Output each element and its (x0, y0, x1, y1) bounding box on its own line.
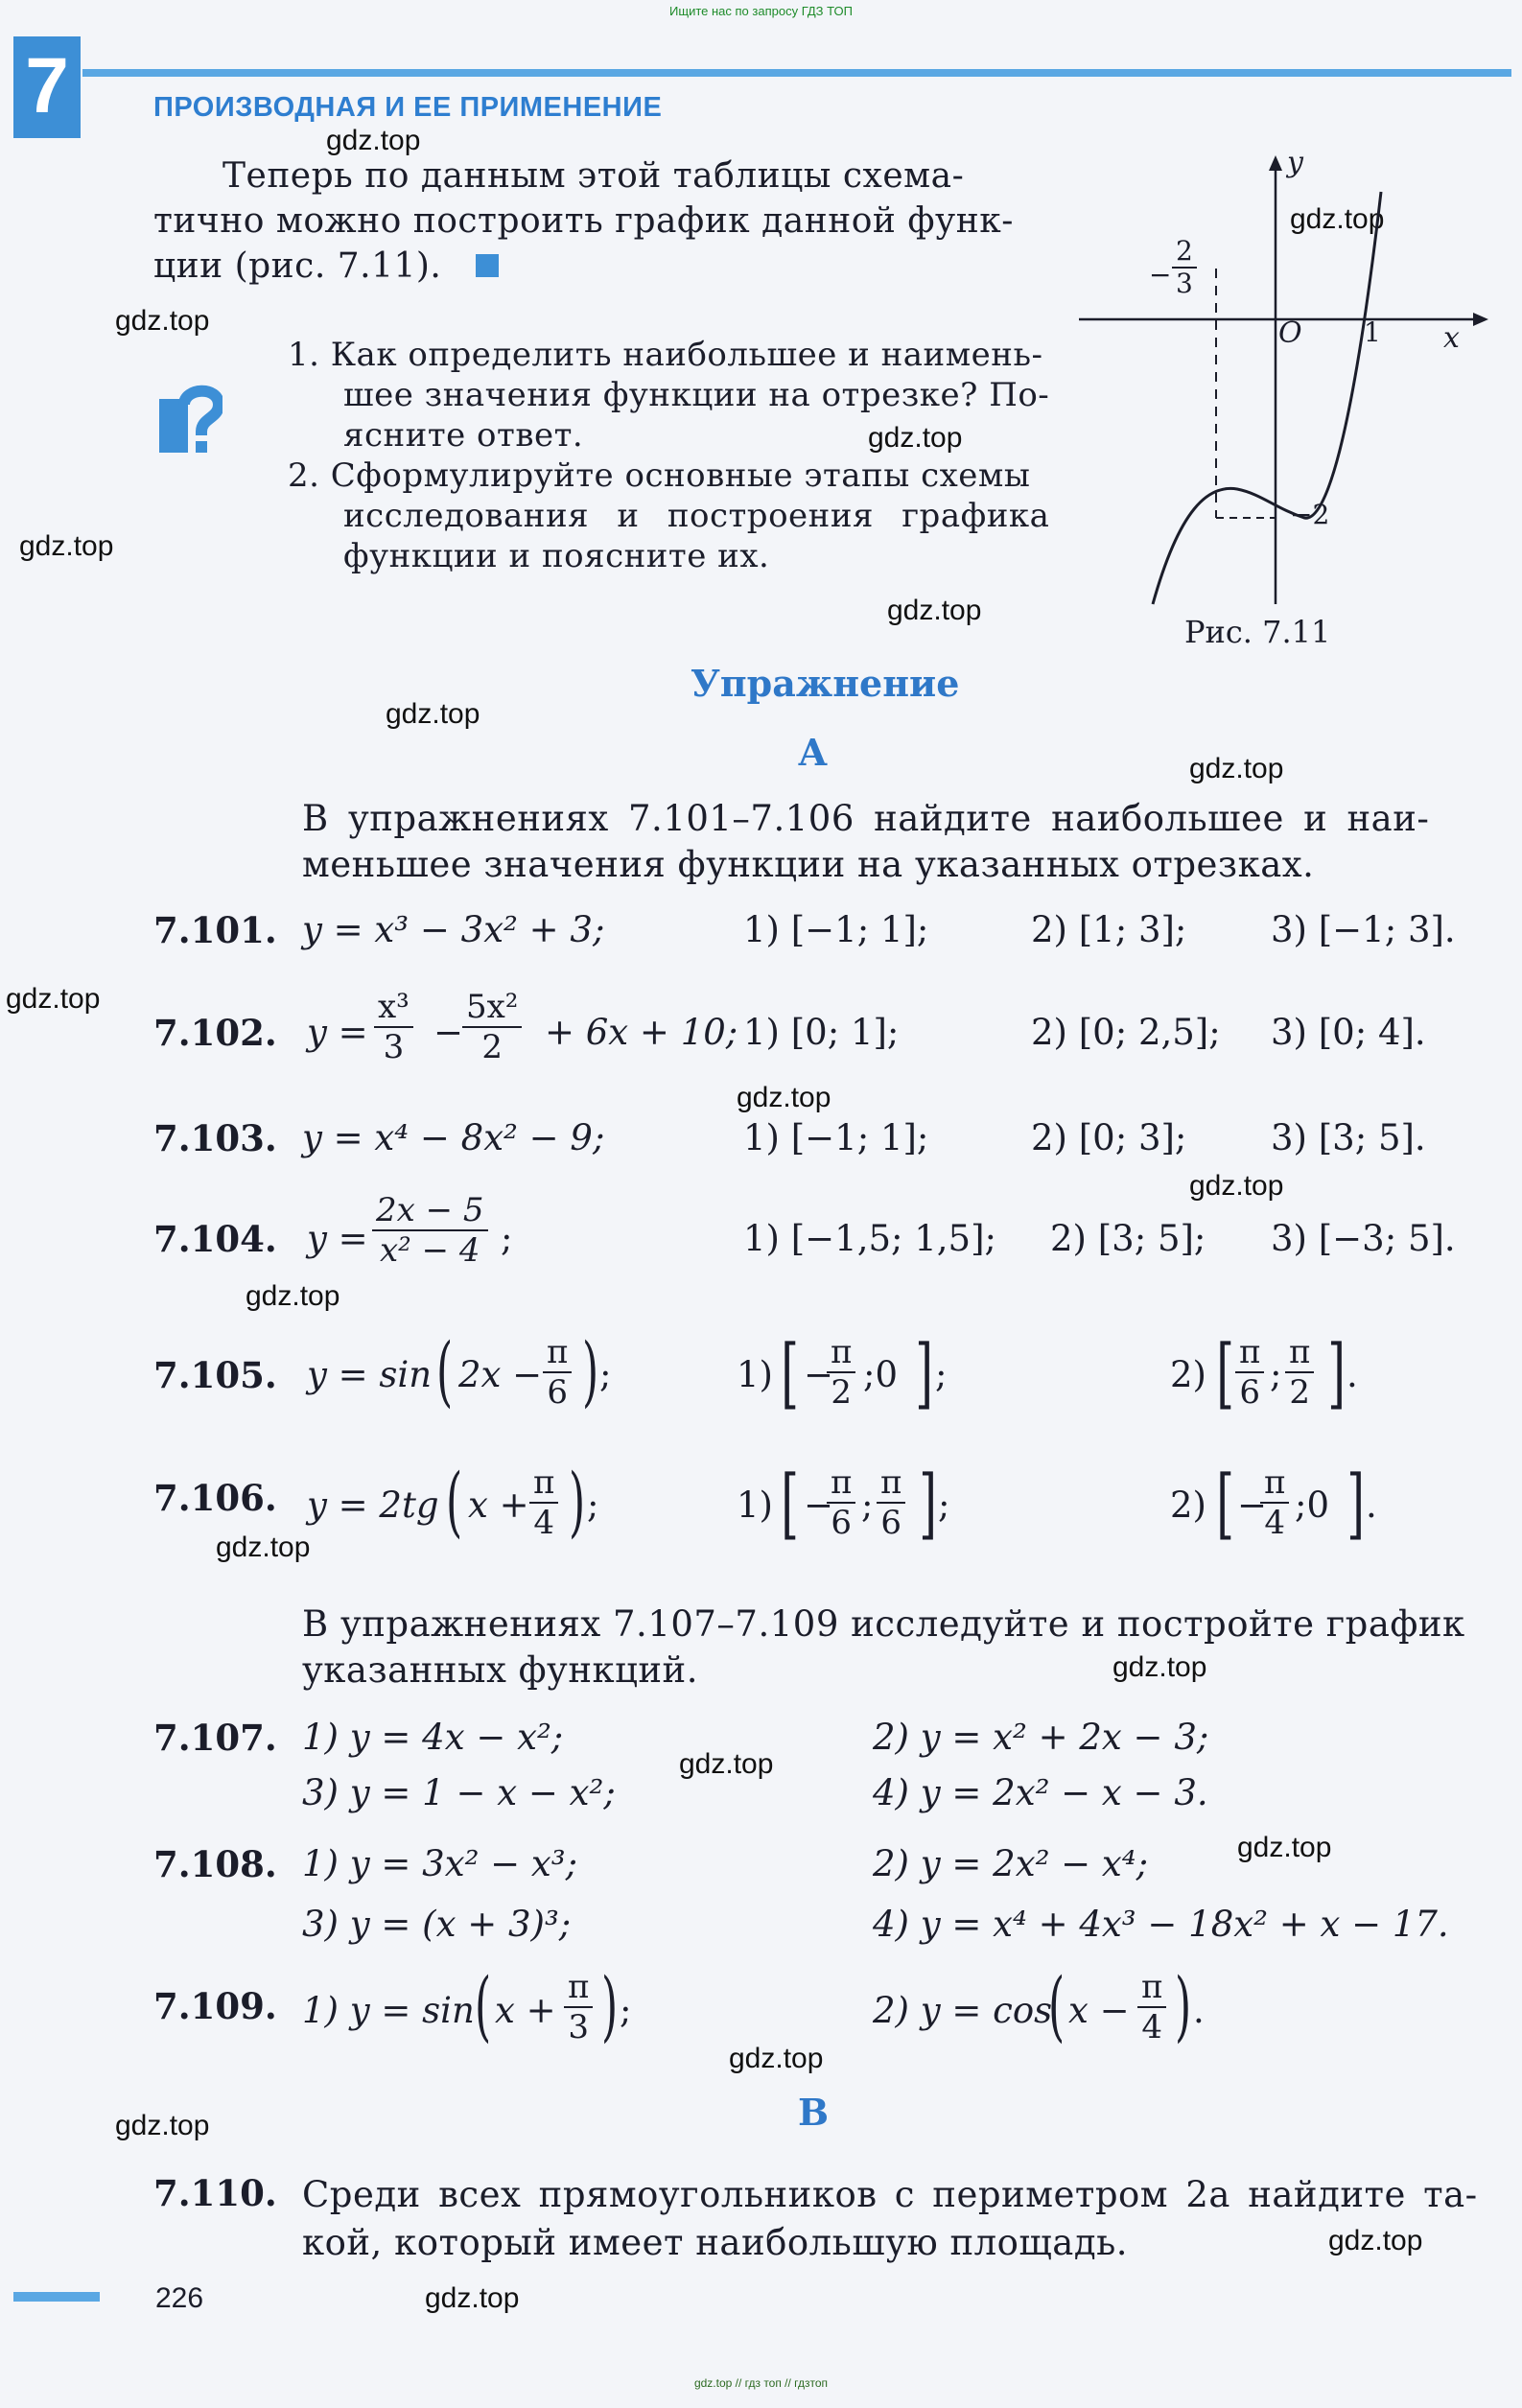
bracket-open: [ (1216, 1328, 1234, 1417)
minus-sign: − (1237, 1485, 1268, 1526)
intro-line: ции (рис. 7.11). (153, 246, 442, 286)
semicolon: ; (620, 1990, 632, 2031)
semicolon: ; (938, 1485, 950, 1526)
interval-label: 2) (1170, 1485, 1206, 1526)
interval: 1) [0; 1]; (743, 1012, 900, 1053)
watermark: gdz.top (729, 2043, 824, 2074)
watermark: gdz.top (115, 305, 210, 337)
question-line: шее значения функции на отрезке? По- (343, 376, 1050, 414)
interval-end: ;0 (1295, 1485, 1330, 1526)
watermark: gdz.top (386, 698, 480, 730)
exercise-function: + 6x + 10; (545, 1012, 738, 1053)
bracket-open: [ (781, 1328, 799, 1417)
exercise-function: y = 2tg (307, 1485, 439, 1526)
paren-close: ) (569, 1457, 586, 1546)
watermark: gdz.top (1112, 1651, 1207, 1683)
fraction: $\frac{\pi}{6}$ (877, 1463, 905, 1542)
fraction: $\frac{\pi}{3}$ (564, 1968, 593, 2046)
instruction-line: указанных функций. (302, 1649, 698, 1691)
watermark: gdz.top (246, 1280, 340, 1312)
exercise-function: 4) y = 2x² − x − 3. (873, 1772, 1208, 1813)
watermark: gdz.top (216, 1531, 311, 1563)
chapter-title: ПРОИЗВОДНАЯ И ЕЕ ПРИМЕНЕНИЕ (153, 92, 663, 123)
exercise-number: 7.108. (153, 1843, 277, 1885)
paren-close: ) (1175, 1961, 1192, 2050)
exercise-text: кой, который имеет наибольшую площадь. (302, 2222, 1129, 2263)
paren-open: ( (1048, 1961, 1065, 2050)
interval: 1) [−1; 1]; (743, 1117, 929, 1158)
section-a-label: А (798, 731, 828, 774)
bracket-open: [ (781, 1459, 799, 1548)
intro-line: тично можно построить график данной функ- (153, 201, 1014, 241)
exercise-function: 3) y = 1 − x − x²; (302, 1772, 616, 1813)
fraction: $\frac{\pi}{6}$ (827, 1463, 855, 1542)
end-marker-square (476, 254, 499, 277)
bracket-close: ] (915, 1328, 933, 1417)
minus-sign: − (804, 1485, 834, 1526)
operator: − (433, 1012, 464, 1053)
fraction: $\frac{\pi}{2}$ (827, 1333, 855, 1412)
exercise-number: 7.107. (153, 1717, 277, 1759)
watermark: gdz.top (679, 1748, 774, 1780)
exercise-function: 2) y = x² + 2x − 3; (873, 1717, 1209, 1758)
footer-note: gdz.top // гдз топ // гдзтоп (693, 2376, 829, 2390)
exercise-text: Среди всех прямоугольников с периметром 2a найдите та- (302, 2174, 1478, 2215)
bracket-close: ] (919, 1459, 937, 1548)
watermark: gdz.top (115, 2110, 210, 2141)
question-line: исследования и построения графика (343, 497, 1050, 535)
interval: 2) [3; 5]; (1050, 1218, 1206, 1259)
exercise-number: 7.102. (153, 1012, 277, 1054)
fraction: $\frac{\text{5x²}}{2}$ (462, 988, 522, 1066)
exercise-function: 4) y = x⁴ + 4x³ − 18x² + x − 17. (873, 1904, 1449, 1945)
exercise-function: 2) y = cos (873, 1990, 1053, 2031)
instruction-line: В упражнениях 7.107–7.109 исследуйте и постройте график (302, 1603, 1465, 1645)
fraction: $\frac{\pi}{6}$ (543, 1333, 572, 1412)
period: . (1366, 1485, 1377, 1526)
bottom-rule (13, 2292, 100, 2302)
semicolon: ; (599, 1354, 612, 1395)
exercise-function: 2x − (458, 1354, 543, 1395)
intro-line: Теперь по данным этой таблицы схема- (222, 156, 965, 196)
watermark: gdz.top (425, 2282, 520, 2314)
header-rule (82, 69, 1511, 77)
exercise-heading: Упражнение (691, 662, 960, 705)
bracket-open: [ (1216, 1459, 1234, 1548)
axis-label-y: y (1287, 146, 1303, 179)
fraction: $\frac{\pi}{4}$ (1260, 1463, 1289, 1542)
interval: 1) [−1; 1]; (743, 909, 929, 950)
exercise-function: 3) y = (x + 3)³; (302, 1904, 572, 1945)
watermark: gdz.top (1237, 1832, 1332, 1863)
watermark: gdz.top (868, 422, 963, 454)
exercise-function: 1) y = 4x − x²; (302, 1717, 564, 1758)
interval-label: 1) (737, 1354, 773, 1395)
watermark: gdz.top (6, 983, 101, 1015)
y-tick-label: −2 (1290, 499, 1330, 530)
section-b-label: В (798, 2091, 830, 2134)
interval-label: 2) (1170, 1354, 1206, 1395)
interval-label: 1) (737, 1485, 773, 1526)
exercise-number: 7.101. (153, 909, 277, 951)
fraction: $\frac{2x - 5}{\text{x² − 4}}$ (372, 1191, 488, 1270)
axis-label-x: x (1443, 321, 1460, 355)
exercise-function: 2) y = 2x² − x⁴; (873, 1843, 1149, 1884)
watermark: gdz.top (1328, 2225, 1423, 2256)
figure-caption: Рис. 7.11 (1184, 614, 1331, 650)
function-graph (1074, 153, 1496, 614)
top-note: Ищите нас по запросу ГДЗ ТОП (669, 4, 853, 18)
watermark: gdz.top (19, 530, 114, 562)
separator: ; (1270, 1354, 1282, 1395)
x-tick-label: 1 (1364, 316, 1381, 348)
paren-open: ( (446, 1457, 463, 1546)
question-line: функции и поясните их. (343, 537, 770, 575)
semicolon: ; (935, 1354, 948, 1395)
bracket-close: ] (1327, 1328, 1346, 1417)
question-line: 2. Сформулируйте основные этапы схемы (288, 456, 1031, 495)
watermark: gdz.top (1189, 753, 1284, 784)
exercise-number: 7.106. (153, 1477, 277, 1519)
exercise-function: x + (468, 1485, 529, 1526)
exercise-number: 7.104. (153, 1218, 277, 1260)
interval: 3) [−1; 3]. (1271, 909, 1456, 950)
exercise-number: 7.109. (153, 1985, 277, 2027)
period: . (1193, 1990, 1205, 2031)
watermark: gdz.top (1290, 203, 1385, 235)
interval: 3) [3; 5]. (1271, 1117, 1426, 1158)
watermark: gdz.top (737, 1082, 831, 1113)
instruction-line: В упражнениях 7.101–7.106 найдите наибольшее и наи- (302, 798, 1430, 839)
interval-end: ;0 (863, 1354, 899, 1395)
exercise-function: x − (1068, 1990, 1130, 2031)
exercise-number: 7.105. (153, 1354, 277, 1396)
instruction-line: меньшее значения функции на указанных отрезках. (302, 844, 1315, 885)
exercise-function: y = sin (307, 1354, 433, 1395)
exercise-function: 1) y = 3x² − x³; (302, 1843, 578, 1884)
exercise-y: y = (307, 1012, 368, 1053)
x-frac-label: $\frac{2}{3}$ (1172, 236, 1197, 299)
fraction: $\frac{\pi}{4}$ (1137, 1968, 1166, 2046)
question-line: ясните ответ. (343, 416, 584, 455)
minus-sign: − (804, 1354, 834, 1395)
interval: 2) [1; 3]; (1031, 909, 1187, 950)
paren-close: ) (582, 1326, 599, 1415)
watermark: gdz.top (887, 595, 982, 626)
chapter-number: 7 (25, 42, 69, 129)
watermark: gdz.top (1189, 1170, 1284, 1202)
semicolon: ; (501, 1218, 513, 1259)
bracket-close: ] (1346, 1459, 1365, 1548)
fraction: $\frac{\pi}{2}$ (1285, 1333, 1314, 1412)
interval: 1) [−1,5; 1,5]; (743, 1218, 996, 1259)
exercise-number: 7.103. (153, 1117, 277, 1159)
interval: 2) [0; 2,5]; (1031, 1012, 1221, 1053)
exercise-function: y = x⁴ − 8x² − 9; (302, 1117, 605, 1158)
fraction: $\frac{\text{x³}}{3}$ (374, 988, 413, 1066)
paren-open: ( (475, 1961, 492, 2050)
watermark: gdz.top (326, 125, 421, 156)
question-icon (159, 384, 222, 453)
paren-open: ( (436, 1326, 454, 1415)
separator: ; (861, 1485, 874, 1526)
frac-sign: − (1149, 259, 1172, 291)
paren-close: ) (601, 1961, 619, 2050)
exercise-y: y = (307, 1218, 368, 1259)
exercise-function: x + (495, 1990, 556, 2031)
semicolon: ; (587, 1485, 599, 1526)
interval: 2) [0; 3]; (1031, 1117, 1187, 1158)
period: . (1346, 1354, 1358, 1395)
interval: 3) [0; 4]. (1271, 1012, 1426, 1053)
fraction: $\frac{\pi}{4}$ (529, 1463, 558, 1542)
interval: 3) [−3; 5]. (1271, 1218, 1456, 1259)
origin-label: O (1278, 316, 1302, 350)
page-number: 226 (155, 2282, 204, 2314)
question-line: 1. Как определить наибольшее и наимень- (288, 336, 1043, 374)
exercise-function: y = x³ − 3x² + 3; (302, 909, 605, 950)
exercise-function: 1) y = sin (302, 1990, 475, 2031)
fraction: $\frac{\pi}{6}$ (1235, 1333, 1264, 1412)
exercise-number: 7.110. (153, 2172, 277, 2214)
